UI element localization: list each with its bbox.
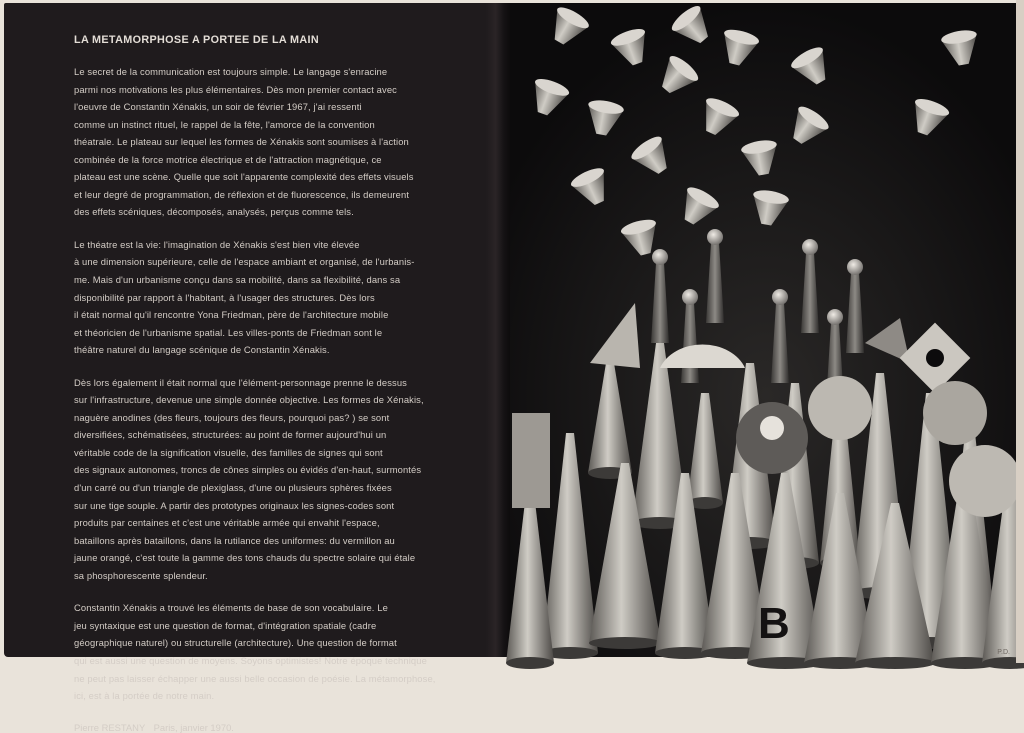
article-title: LA METAMORPHOSE A PORTEE DE LA MAIN <box>74 34 319 46</box>
text-line: et théoricien de l'urbanisme spatial. Les villes-ponts de Friedman sont le <box>74 326 383 338</box>
text-line: bataillons après bataillons, dans la rutilance des uniformes: du vermillon au <box>74 534 395 546</box>
text-line: véritable code de la signification visuelle, des familles de signes qui sont <box>74 446 383 458</box>
text-line: Constantin Xénakis a trouvé les éléments de base de son vocabulaire. Le <box>74 602 388 614</box>
text-line: théatrale. Le plateau sur lequel les formes de Xénakis sont soumises à l'action <box>74 136 409 148</box>
text-line: naguère anodines (des fleurs, toujours des fleurs, pourquoi pas? ) se sont <box>74 411 390 423</box>
article-paragraph <box>74 599 466 704</box>
text-line: des effets scéniques, décomposés, analysés, perçus comme tels. <box>74 206 354 218</box>
text-line: combinée de la force motrice électrique et de l'attraction magnétique, ce <box>74 153 382 165</box>
text-line: Le théatre est la vie: l'imagination de Xénakis s'est bien vite élevée <box>74 238 360 250</box>
cone-base <box>855 657 935 669</box>
text-line: Le secret de la communication est toujours simple. Le langage s'enracine <box>74 66 388 77</box>
text-line: parmi nos motivations les plus élémentaires. Dès mon premier contact avec <box>74 83 397 95</box>
article-paragraph <box>74 236 466 359</box>
disc-sign <box>923 381 987 445</box>
article-paragraph <box>74 63 466 221</box>
text-line: théâtre naturel du langage scénique de Constantin Xénakis. <box>74 344 330 356</box>
sculpture-photo <box>510 3 1022 657</box>
article <box>74 34 466 733</box>
text-line: des signaux autonomes, troncs de cônes simples ou évidés d'en-haut, surmontés <box>74 464 422 476</box>
disc-sign <box>949 445 1021 517</box>
signature-author: Pierre RESTANY <box>74 721 146 733</box>
article-paragraph <box>74 374 466 585</box>
disc-sign <box>808 376 872 440</box>
text-line: d'un carré ou d'un triangle de plexiglass, d'une ou plusieurs sphères fixées <box>74 482 392 494</box>
text-line: plateau est une scène. Quelle que soit l'apparente complexité des effets visuels <box>74 171 414 183</box>
text-line: sur une tige souple. A partir des prototypes originaux les signes-codes sont <box>74 499 395 511</box>
text-line: sur l'infrastructure, devenue une simple donnée objective. Les formes de Xénakis, <box>74 394 424 406</box>
text-page <box>4 3 507 733</box>
text-line: diversifiées, schématisées, structurées: au point de former aujourd'hui un <box>74 429 387 441</box>
signature <box>74 722 466 733</box>
text-line: géographique naturel) ou structurelle (architecture). Une question de format <box>74 637 397 649</box>
text-line: à une dimension supérieure, celle de l'espace ambiant et organisé, de l'urbanis- <box>74 256 415 268</box>
article-body <box>74 63 466 705</box>
sphere <box>772 289 788 305</box>
sphere <box>682 289 698 305</box>
ring-hole <box>760 416 784 440</box>
text-line: qui est aussi une question de moyens. Soyons optimistes! Notre époque technique <box>74 654 427 666</box>
cone-base <box>506 657 554 669</box>
text-line: comme un instinct rituel, le rappel de la fête, l'amorce de la convention <box>74 118 375 130</box>
cone-base <box>589 637 661 649</box>
sphere <box>802 239 818 255</box>
sphere <box>847 259 863 275</box>
sphere <box>707 229 723 245</box>
page-edge <box>1016 0 1024 663</box>
square-hole <box>926 349 944 367</box>
page-gutter <box>486 3 510 657</box>
text-line: ne peut pas laisser échapper une aussi belle occasion de poésie. La métamorphose, <box>74 672 436 684</box>
text-line: ici, est à la portée de notre main. <box>74 690 215 702</box>
photo-page <box>510 3 1022 657</box>
sphere <box>652 249 668 265</box>
text-line: produits par centaines et c'est une véritable armée qui envahit l'espace, <box>74 517 380 529</box>
photo-credit: P.D. <box>997 649 1010 656</box>
text-line: l'oeuvre de Constantin Xénakis, un soir de février 1967, j'ai ressenti <box>74 101 362 113</box>
text-line: me. Mais d'un urbanisme conçu dans sa mobilité, dans sa flexibilité, dans sa <box>74 274 401 286</box>
sphere <box>827 309 843 325</box>
text-line: il était normal qu'il rencontre Yona Friedman, père de l'architecture mobile <box>74 309 389 321</box>
text-line: disponibilité par rapport à l'habitant, à l'usager des structures. Dès lors <box>74 291 375 303</box>
panel-sign <box>512 413 550 508</box>
cone-letter: B <box>758 599 790 648</box>
text-line: jeu syntaxique est une question de format, d'intégration spatiale (cadre <box>74 619 377 631</box>
text-line: jaune orangé, c'est toute la gamme des tons chauds du spectre solaire qui étale <box>74 552 416 564</box>
text-line: Dès lors également il était normal que l'élément-personnage prenne le dessus <box>74 376 407 388</box>
text-line: et leur degré de programmation, de réflexion et de fluorescence, ils demeurent <box>74 188 410 200</box>
signature-place-date: Paris, janvier 1970. <box>153 721 234 733</box>
text-line: sa phosphorescente splendeur. <box>74 569 208 581</box>
